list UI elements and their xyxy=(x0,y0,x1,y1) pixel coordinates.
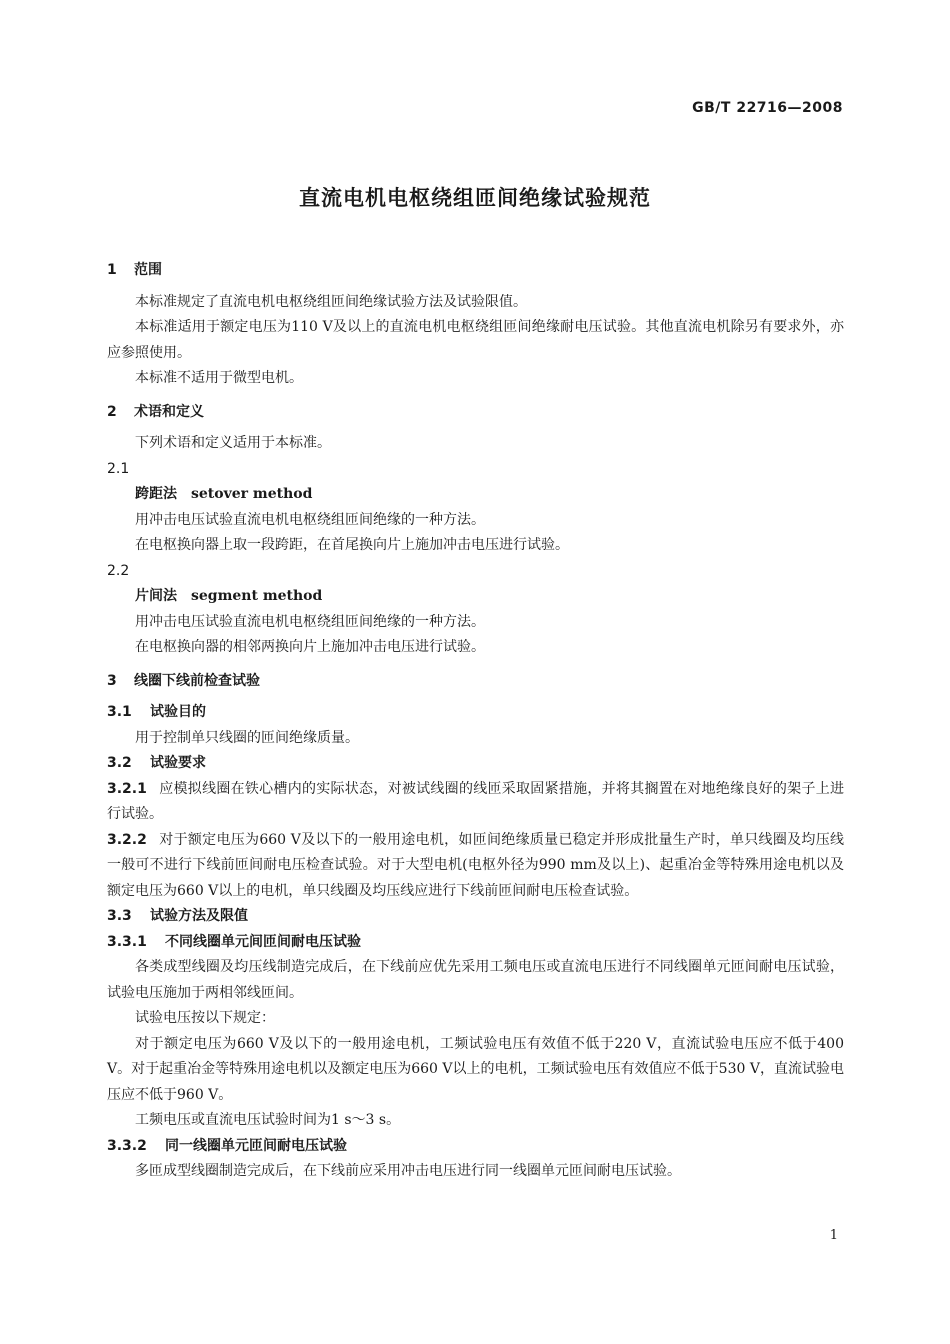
paragraph: 对于额定电压为660 V及以下的一般用途电机，工频试验电压有效值不低于220 V，直流试验电压应不低于400 V。对于起重冶金等特殊用途电机以及额定电压为660 V以上的电机，工频试验电压有效值应不低于530 V，直流试验电压应不低于960 V。 xyxy=(107,1035,844,1103)
clause xyxy=(107,828,844,905)
subsection-heading xyxy=(107,904,844,930)
paragraph: 下列术语和定义适用于本标准。 xyxy=(135,435,331,451)
term-chinese: 片间法 xyxy=(135,588,177,604)
paragraph: 工频电压或直流电压试验时间为1 s～3 s。 xyxy=(135,1112,401,1128)
section-number: 3 xyxy=(107,672,117,689)
clause xyxy=(107,777,844,828)
paragraph: 本标准规定了直流电机电枢绕组匝间绝缘试验方法及试验限值。 xyxy=(135,293,527,310)
paragraph: 用于控制单只线圈的匝间绝缘质量。 xyxy=(135,729,359,746)
subsection-title: 试验要求 xyxy=(150,755,206,771)
clause-number: 3.3.1 xyxy=(107,933,147,950)
section-title: 术语和定义 xyxy=(134,403,204,420)
clause-text: 应模拟线圈在铁心槽内的实际状态，对被试线圈的线匝采取固紧措施，并将其搁置在对地绝缘良好的架子上进行试验。 xyxy=(107,780,844,822)
term-number: 2.1 xyxy=(107,460,130,477)
term-definition: 用冲击电压试验直流电机电枢绕组匝间绝缘的一种方法。 xyxy=(135,511,485,528)
subsection-heading xyxy=(107,751,844,777)
section-number: 2 xyxy=(107,403,117,420)
page-number: 1 xyxy=(829,1228,838,1243)
term-heading xyxy=(107,482,844,508)
standard-number: GB/T 22716—2008 xyxy=(692,100,843,116)
subsection-title: 试验方法及限值 xyxy=(150,908,248,924)
term-note: 在电枢换向器上取一段跨距，在首尾换向片上施加冲击电压进行试验。 xyxy=(135,537,569,553)
section-number: 1 xyxy=(107,262,117,278)
paragraph: 各类成型线圈及均压线制造完成后，在下线前应优先采用工频电压或直流电压进行不同线圈单元匝间耐电压试验，试验电压施加于两相邻线匝间。 xyxy=(107,959,844,1001)
clause-number: 3.3.2 xyxy=(107,1137,147,1154)
clause-title: 不同线圈单元间匝间耐电压试验 xyxy=(165,933,361,950)
clause-title: 同一线圈单元匝间耐电压试验 xyxy=(165,1137,347,1154)
document-title: 直流电机电枢绕组匝间绝缘试验规范 xyxy=(299,186,651,210)
subsection-heading xyxy=(107,700,844,726)
term-chinese: 跨距法 xyxy=(135,486,177,502)
paragraph: 试验电压按以下规定： xyxy=(135,1010,275,1026)
paragraph: 多匝成型线圈制造完成后，在下线前应采用冲击电压进行同一线圈单元匝间耐电压试验。 xyxy=(135,1163,681,1179)
clause-number: 3.2.1 xyxy=(107,780,147,797)
term-heading xyxy=(107,584,844,610)
section-title: 线圈下线前检查试验 xyxy=(134,672,260,689)
term-note: 在电枢换向器的相邻两换向片上施加冲击电压进行试验。 xyxy=(135,639,485,655)
clause-heading xyxy=(107,930,844,956)
section-title: 范围 xyxy=(134,262,162,278)
clause-text: 对于额定电压为660 V及以下的一般用途电机，如匝间绝缘质量已稳定并形成批量生产时，单只线圈及均压线一般可不进行下线前匝间耐电压检查试验。对于大型电机(电枢外径为990 mm及以上)、起重冶金等特殊用途电机以及额定电压为660 V以上的电机，单只线圈及均压线应进行下线前匝间耐电压检查试验。 xyxy=(107,831,844,899)
section-2-heading xyxy=(107,400,844,426)
term-number: 2.2 xyxy=(107,562,130,579)
term-definition: 用冲击电压试验直流电机电枢绕组匝间绝缘的一种方法。 xyxy=(135,613,485,630)
clause-number: 3.2.2 xyxy=(107,831,147,848)
clause-heading xyxy=(107,1134,844,1160)
paragraph: 本标准适用于额定电压为110 V及以上的直流电机电枢绕组匝间绝缘耐电压试验。其他直流电机除另有要求外，亦应参照使用。 xyxy=(107,319,844,361)
subsection-number: 3.3 xyxy=(107,908,132,924)
section-3-heading xyxy=(107,669,844,695)
term-english: setover method xyxy=(191,486,313,502)
section-1-heading xyxy=(107,258,844,284)
paragraph: 本标准不适用于微型电机。 xyxy=(135,370,303,386)
term-english: segment method xyxy=(191,588,323,604)
document-body xyxy=(107,258,844,1185)
subsection-number: 3.1 xyxy=(107,704,132,720)
subsection-number: 3.2 xyxy=(107,755,132,771)
subsection-title: 试验目的 xyxy=(150,704,206,720)
